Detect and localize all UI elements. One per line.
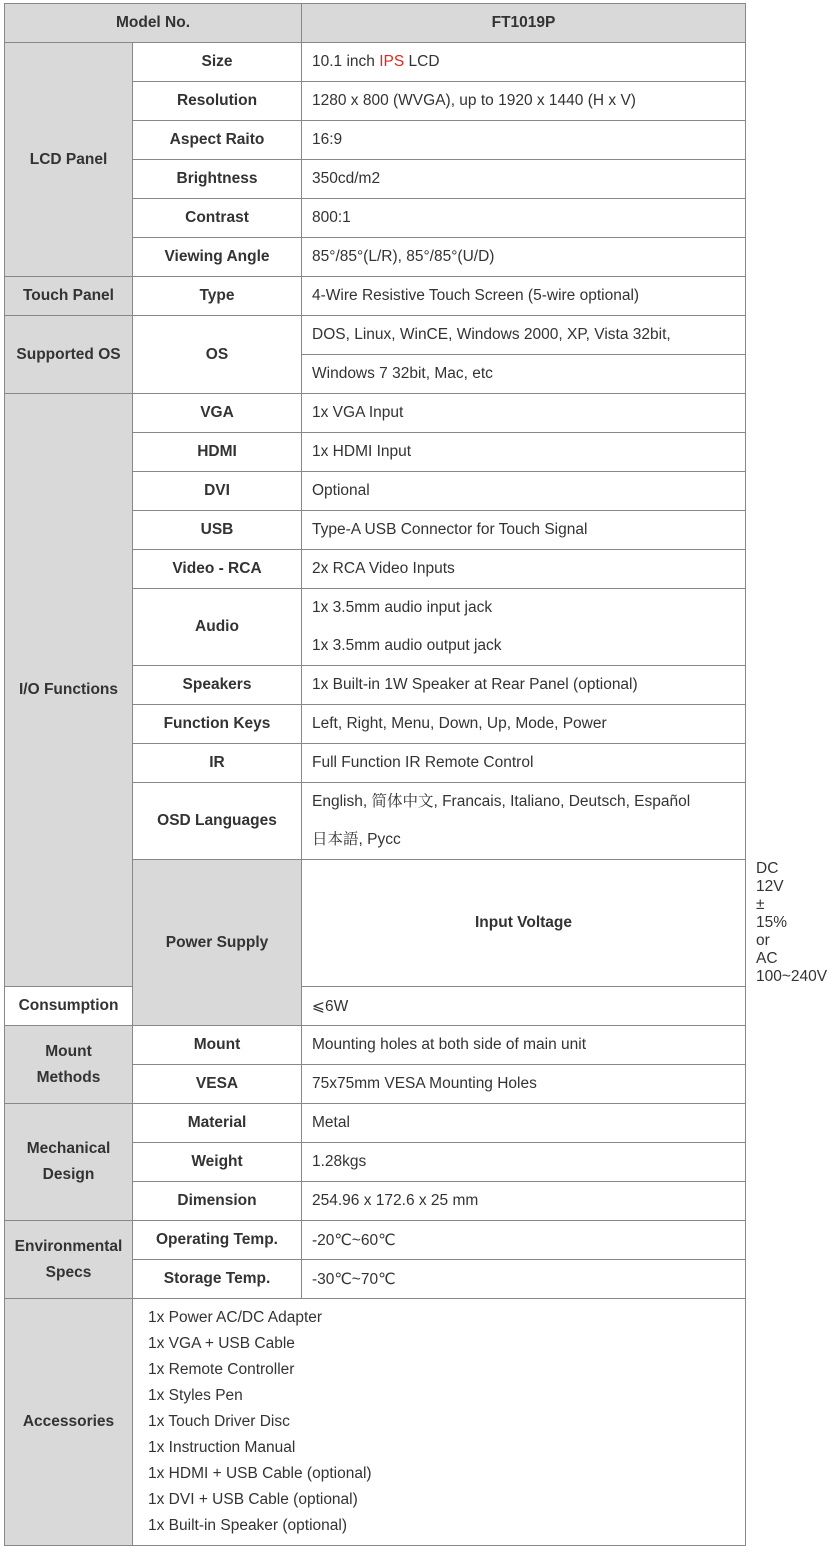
value-osd-languages: [302, 783, 746, 860]
group-power-supply: Power Supply: [133, 860, 302, 1026]
group-io-functions: I/O Functions: [5, 394, 133, 987]
model-number-label: Model No.: [5, 4, 302, 43]
value-audio: [302, 589, 746, 666]
label-ir: IR: [133, 744, 302, 783]
value-weight: 1.28kgs: [302, 1143, 746, 1182]
accessories-list: [133, 1299, 746, 1546]
header-row: [5, 4, 746, 43]
value-mount: Mounting holes at both side of main unit: [302, 1026, 746, 1065]
label-vesa: VESA: [133, 1065, 302, 1104]
value-dimension: 254.96 x 172.6 x 25 mm: [302, 1182, 746, 1221]
group-supported-os: Supported OS: [5, 316, 133, 394]
label-brightness: Brightness: [133, 160, 302, 199]
model-number-value: FT1019P: [302, 4, 746, 43]
value-dvi: Optional: [302, 472, 746, 511]
accessory-item: 1x Built-in Speaker (optional): [148, 1517, 348, 1534]
value-osd-line-2: 日本語, Pycc: [312, 831, 401, 848]
spec-row: Power Supply Input Voltage DC 12V ± 15% or AC 100~240V: [5, 860, 746, 987]
ips-highlight: IPS: [379, 53, 405, 70]
spec-table: [4, 3, 827, 1546]
spec-row: [5, 277, 746, 316]
accessory-item: 1x Touch Driver Disc: [148, 1413, 290, 1430]
label-consumption: Consumption: [5, 987, 133, 1026]
spec-row: [5, 1221, 746, 1260]
value-os-line-2: Windows 7 32bit, Mac, etc: [302, 355, 746, 394]
value-osd-line-1: English, 简体中文, Francais, Italiano, Deutsch, Español: [312, 793, 691, 810]
value-video-rca: 2x RCA Video Inputs: [302, 550, 746, 589]
value-operating-temp: -20℃~60℃: [302, 1221, 746, 1260]
value-usb: Type-A USB Connector for Touch Signal: [302, 511, 746, 550]
label-size: Size: [133, 43, 302, 82]
value-os-line-1: DOS, Linux, WinCE, Windows 2000, XP, Vista 32bit,: [302, 316, 746, 355]
label-dvi: DVI: [133, 472, 302, 511]
group-mechanical-design: Mechanical Design: [5, 1104, 133, 1221]
label-os: OS: [133, 316, 302, 394]
accessory-item: 1x Instruction Manual: [148, 1439, 296, 1456]
label-input-voltage: Input Voltage: [302, 860, 746, 987]
label-video-rca: Video - RCA: [133, 550, 302, 589]
value-function-keys: Left, Right, Menu, Down, Up, Mode, Power: [302, 705, 746, 744]
spec-row: [5, 394, 746, 433]
accessory-item: 1x Styles Pen: [148, 1387, 243, 1404]
label-weight: Weight: [133, 1143, 302, 1182]
label-osd-languages: OSD Languages: [133, 783, 302, 860]
group-accessories: Accessories: [5, 1299, 133, 1546]
label-contrast: Contrast: [133, 199, 302, 238]
value-vga: 1x VGA Input: [302, 394, 746, 433]
label-vga: VGA: [133, 394, 302, 433]
spec-row: [5, 1299, 746, 1546]
label-usb: USB: [133, 511, 302, 550]
label-speakers: Speakers: [133, 666, 302, 705]
group-mount-methods: Mount Methods: [5, 1026, 133, 1104]
accessory-item: 1x VGA + USB Cable: [148, 1335, 295, 1352]
label-resolution: Resolution: [133, 82, 302, 121]
label-mount: Mount: [133, 1026, 302, 1065]
label-function-keys: Function Keys: [133, 705, 302, 744]
value-audio-line-2: 1x 3.5mm audio output jack: [312, 637, 502, 654]
label-touch-type: Type: [133, 277, 302, 316]
label-hdmi: HDMI: [133, 433, 302, 472]
label-viewing-angle: Viewing Angle: [133, 238, 302, 277]
value-vesa: 75x75mm VESA Mounting Holes: [302, 1065, 746, 1104]
accessory-item: 1x DVI + USB Cable (optional): [148, 1491, 358, 1508]
value-hdmi: 1x HDMI Input: [302, 433, 746, 472]
value-ir: Full Function IR Remote Control: [302, 744, 746, 783]
value-consumption: ⩽6W: [302, 987, 746, 1026]
spec-row: [5, 1026, 746, 1065]
value-resolution: 1280 x 800 (WVGA), up to 1920 x 1440 (H x V): [302, 82, 746, 121]
spec-row: [5, 316, 746, 355]
accessory-item: 1x Power AC/DC Adapter: [148, 1309, 323, 1326]
accessory-item: 1x HDMI + USB Cable (optional): [148, 1465, 372, 1482]
label-operating-temp: Operating Temp.: [133, 1221, 302, 1260]
accessory-item: 1x Remote Controller: [148, 1361, 295, 1378]
label-dimension: Dimension: [133, 1182, 302, 1221]
value-touch-type: 4-Wire Resistive Touch Screen (5-wire optional): [302, 277, 746, 316]
value-viewing-angle: 85°/85°(L/R), 85°/85°(U/D): [302, 238, 746, 277]
value-aspect-ratio: 16:9: [302, 121, 746, 160]
value-speakers: 1x Built-in 1W Speaker at Rear Panel (optional): [302, 666, 746, 705]
spec-row: [5, 1104, 746, 1143]
label-audio: Audio: [133, 589, 302, 666]
value-material: Metal: [302, 1104, 746, 1143]
spec-row: [5, 43, 746, 82]
label-storage-temp: Storage Temp.: [133, 1260, 302, 1299]
group-touch-panel: Touch Panel: [5, 277, 133, 316]
label-aspect-ratio: Aspect Raito: [133, 121, 302, 160]
label-material: Material: [133, 1104, 302, 1143]
value-contrast: 800:1: [302, 199, 746, 238]
value-size: 10.1 inch IPS LCD: [302, 43, 746, 82]
group-environmental-specs: Environmental Specs: [5, 1221, 133, 1299]
group-lcd-panel: LCD Panel: [5, 43, 133, 277]
value-audio-line-1: 1x 3.5mm audio input jack: [312, 599, 493, 616]
value-storage-temp: -30℃~70℃: [302, 1260, 746, 1299]
spec-row: [5, 987, 746, 1026]
value-brightness: 350cd/m2: [302, 160, 746, 199]
